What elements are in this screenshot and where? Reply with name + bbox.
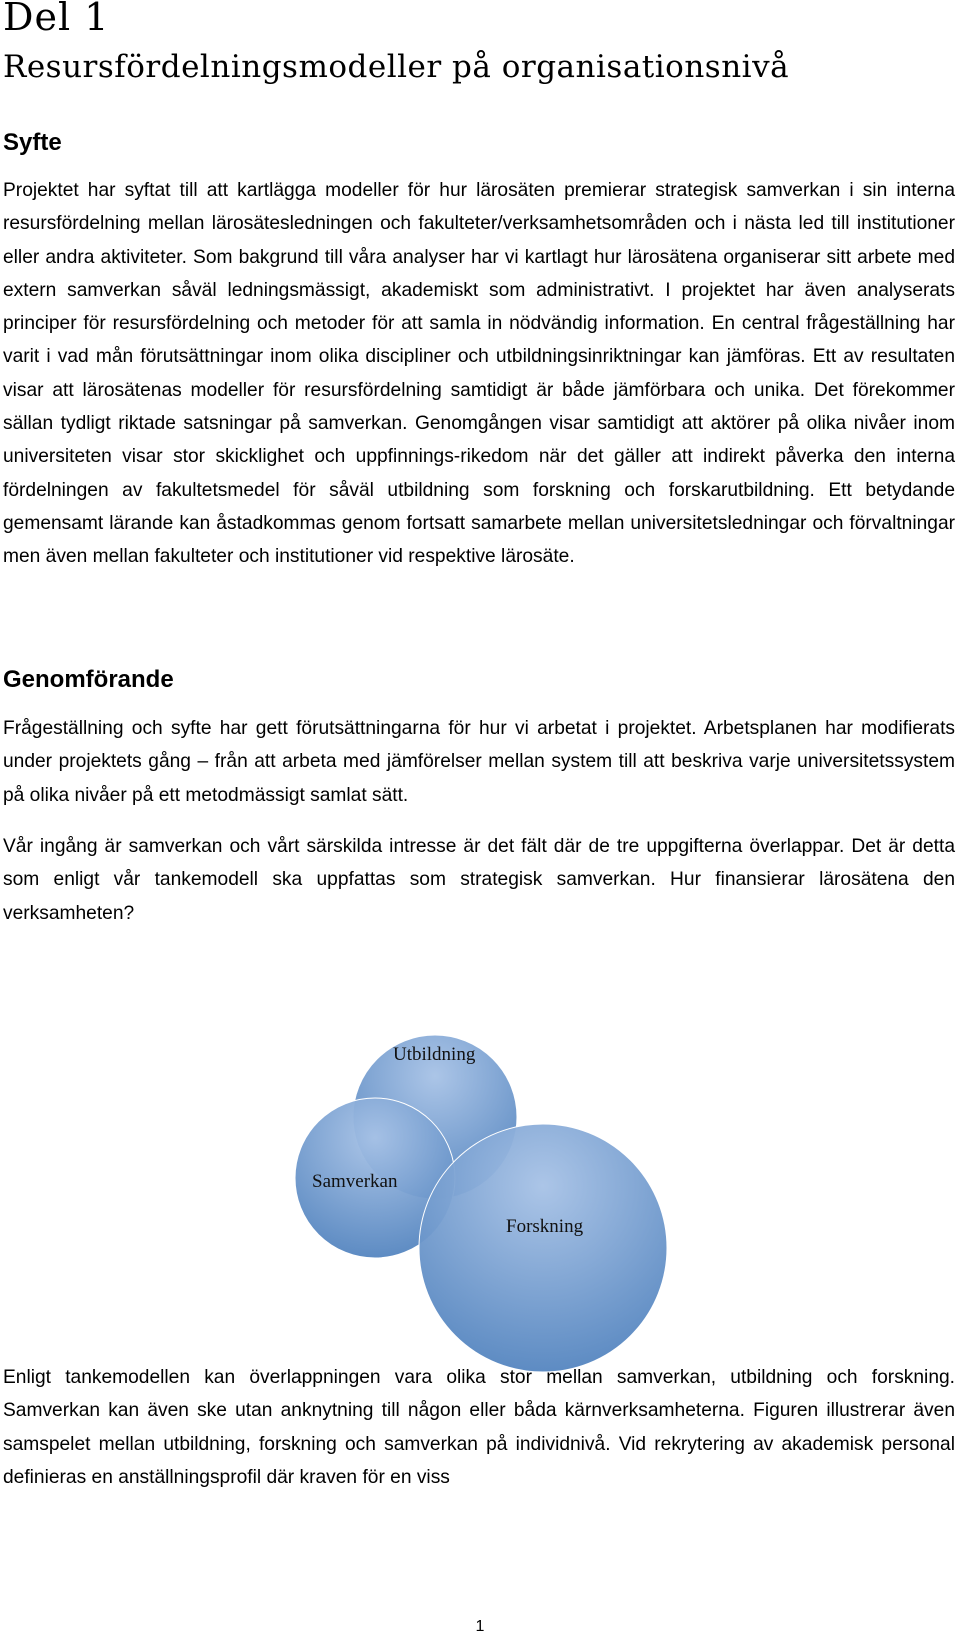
genomforande-paragraph-2: Vår ingång är samverkan och vårt särskilda intresse är det fält där de tre uppgifterna överlappar. Det är detta som enligt vår tankemodell ska uppfattas som strategisk samverkan. Hur finansierar lärosätena den verksamheten? [3,836,955,924]
label-forskning: Forskning [506,1216,584,1237]
circle-forskning [419,1124,667,1372]
section-heading-syfte: Syfte [3,129,62,156]
after-diagram-paragraph: Enligt tankemodellen kan överlappningen vara olika stor mellan samverkan, utbildning och forskning. Samverkan kan även ske utan anknytning till någon eller båda kärnverksamheterna. Figuren illustrerar även samspelet mellan utbildning, forskning och samverkan på individnivå. Vid rekrytering av akademisk personal definieras en anställningsprofil där kraven för en viss [3,1367,955,1488]
label-samverkan: Samverkan [312,1171,398,1192]
section-heading-genomforande: Genomförande [3,666,174,693]
syfte-paragraph: Projektet har syftat till att kartlägga modeller för hur lärosäten premierar strategisk samverkan i sin interna resursfördelning mellan lärosätesledningen och fakulteter/verksamhetsområden och i nästa led till institutioner eller andra aktiviteter. Som bakgrund till våra analyser har vi kartlagt hur lärosätena organiserar sitt arbete med extern samverkan såväl ledningsmässigt, akademiskt som administrativt. I projektet har även analyserats principer för resursfördelning och metoder för att samla in nödvändig information. En central frågeställning har varit i vad mån förutsättningar inom olika discipliner och utbildningsinriktningar kan jämföras. Ett av resultaten visar att lärosätenas modeller för resursfördelning samtidigt är både jämförbara och unika. Det förekommer sällan tydligt riktade satsningar på samverkan. Genomgången visar samtidigt att aktörer på olika nivåer inom universiteten visar stor skicklighet och uppfinnings-rikedom när det gäller att indirekt påverka den interna fördelningen av fakultetsmedel för såväl utbildning som forskning och forskarutbildning. Ett betydande gemensamt lärande kan åstadkommas genom fortsatt samarbete mellan universitetsledningar och förvaltningar men även mellan fakulteter och institutioner vid respektive lärosäte. [3,180,955,568]
venn-diagram [290,1035,690,1405]
part-heading: Del 1 [3,0,110,39]
page-number: 1 [475,1618,485,1635]
label-utbildning: Utbildning [393,1044,476,1065]
genomforande-paragraph-1: Frågeställning och syfte har gett förutsättningarna för hur vi arbetat i projektet. Arbetsplanen har modifierats under projektets gång – från att arbeta med jämförelser mellan system till att beskriva varje universitetssystem på olika nivåer på ett metodmässigt samlat sätt. [3,718,955,806]
document-title: Resursfördelningsmodeller på organisationsnivå [3,49,790,85]
